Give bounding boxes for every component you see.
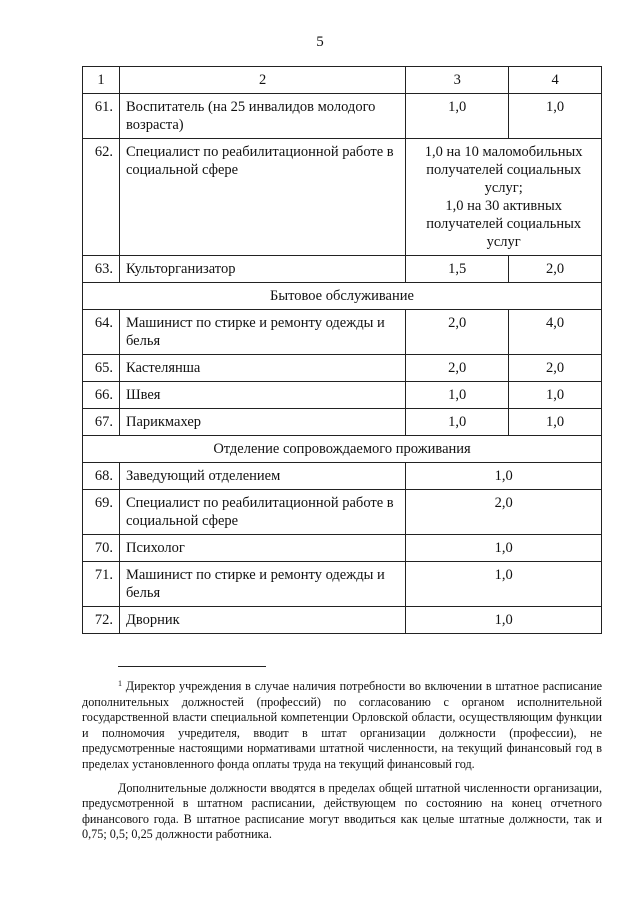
footnote-1: [82, 676, 602, 773]
value-merged: 2,0: [406, 490, 602, 535]
position-title: Специалист по реабилитационной работе в социальной сфере: [119, 490, 405, 535]
footnote-marker: 1: [118, 679, 122, 688]
table-row: [83, 463, 602, 490]
row-number: 66.: [83, 382, 120, 409]
row-number: 62.: [83, 139, 120, 256]
value-col-4: 1,0: [509, 409, 602, 436]
position-title: Машинист по стирке и ремонту одежды и белья: [119, 310, 405, 355]
value-col-4: 1,0: [509, 382, 602, 409]
value-line: услуг;: [484, 180, 523, 196]
row-number: 63.: [83, 256, 120, 283]
value-col-3: 1,0: [406, 94, 509, 139]
value-col-3: 2,0: [406, 310, 509, 355]
table-row: [83, 409, 602, 436]
value-col-4: 2,0: [509, 355, 602, 382]
value-merged: 1,0: [406, 535, 602, 562]
row-number: 70.: [83, 535, 120, 562]
position-title: Заведующий отделением: [119, 463, 405, 490]
row-number: 67.: [83, 409, 120, 436]
position-title: Машинист по стирке и ремонту одежды и белья: [119, 562, 405, 607]
value-line: получателей социальных: [426, 216, 582, 232]
footnote-divider: [118, 666, 266, 667]
header-col-3: 3: [406, 67, 509, 94]
value-col-4: 2,0: [509, 256, 602, 283]
section-header-row: [83, 436, 602, 463]
value-merged: 1,0: [406, 562, 602, 607]
table-header-row: [83, 67, 602, 94]
value-line: 1,0 на 10 маломобильных: [424, 144, 583, 160]
footnote-2: Дополнительные должности вводятся в пределах общей штатной численности организации, предусмотренной в штатном расписании, действующем по состоянию на конец отчетного финансового года. В штатное расписание могут вводиться как целые штатные должности, так и 0,75; 0,5; 0,25 должности работника.: [82, 780, 602, 842]
position-title: Специалист по реабилитационной работе в социальной сфере: [119, 139, 405, 256]
row-number: 72.: [83, 607, 120, 634]
row-number: 65.: [83, 355, 120, 382]
footnote-1-text: Директор учреждения в случае наличия потребности во включении в штатное расписание дополнительных должностей (профессий) по согласованию с органом исполнительной государственной власти специальной компетенции Орловской области, осуществляющим функции и полномочия учредителя, вводит в штат организации должности (профессии), не предусмотренные настоящими нормативами штатной численности, на текущий финансовый год в пределах установленного фонда оплаты труда на текущий финансовый год.: [82, 679, 603, 771]
header-col-1: 1: [83, 67, 120, 94]
table-row: [83, 310, 602, 355]
value-col-3: 1,0: [406, 409, 509, 436]
value-line: услуг: [486, 234, 521, 250]
value-col-3: 1,5: [406, 256, 509, 283]
table-row: [83, 490, 602, 535]
table-row: [83, 607, 602, 634]
table-row: [83, 139, 602, 256]
table-row: [83, 256, 602, 283]
position-title: Культорганизатор: [119, 256, 405, 283]
section-title: Отделение сопровождаемого проживания: [83, 436, 602, 463]
section-header-row: [83, 283, 602, 310]
value-merged: 1,0: [406, 607, 602, 634]
position-title: Кастелянша: [119, 355, 405, 382]
row-number: 71.: [83, 562, 120, 607]
position-title: Психолог: [119, 535, 405, 562]
staffing-table: [82, 66, 602, 634]
value-col-4: 1,0: [509, 94, 602, 139]
value-col-3: 1,0: [406, 382, 509, 409]
row-number: 61.: [83, 94, 120, 139]
section-title: Бытовое обслуживание: [83, 283, 602, 310]
value-line: 1,0 на 30 активных: [445, 198, 562, 214]
position-title: Швея: [119, 382, 405, 409]
header-col-4: 4: [509, 67, 602, 94]
row-number: 64.: [83, 310, 120, 355]
value-merged: 1,0: [406, 463, 602, 490]
table-row: [83, 94, 602, 139]
position-title: Воспитатель (на 25 инвалидов молодого возраста): [119, 94, 405, 139]
row-number: 69.: [83, 490, 120, 535]
table-row: [83, 355, 602, 382]
table-row: [83, 535, 602, 562]
value-col-3: 2,0: [406, 355, 509, 382]
value-col-4: 4,0: [509, 310, 602, 355]
footnotes: [82, 676, 602, 843]
row-number: 68.: [83, 463, 120, 490]
table-row: [83, 382, 602, 409]
value-line: получателей социальных: [426, 162, 582, 178]
page-number: 5: [316, 34, 324, 50]
position-title: Парикмахер: [119, 409, 405, 436]
position-title: Дворник: [119, 607, 405, 634]
table-row: [83, 562, 602, 607]
value-merged: [406, 139, 602, 256]
header-col-2: 2: [119, 67, 405, 94]
